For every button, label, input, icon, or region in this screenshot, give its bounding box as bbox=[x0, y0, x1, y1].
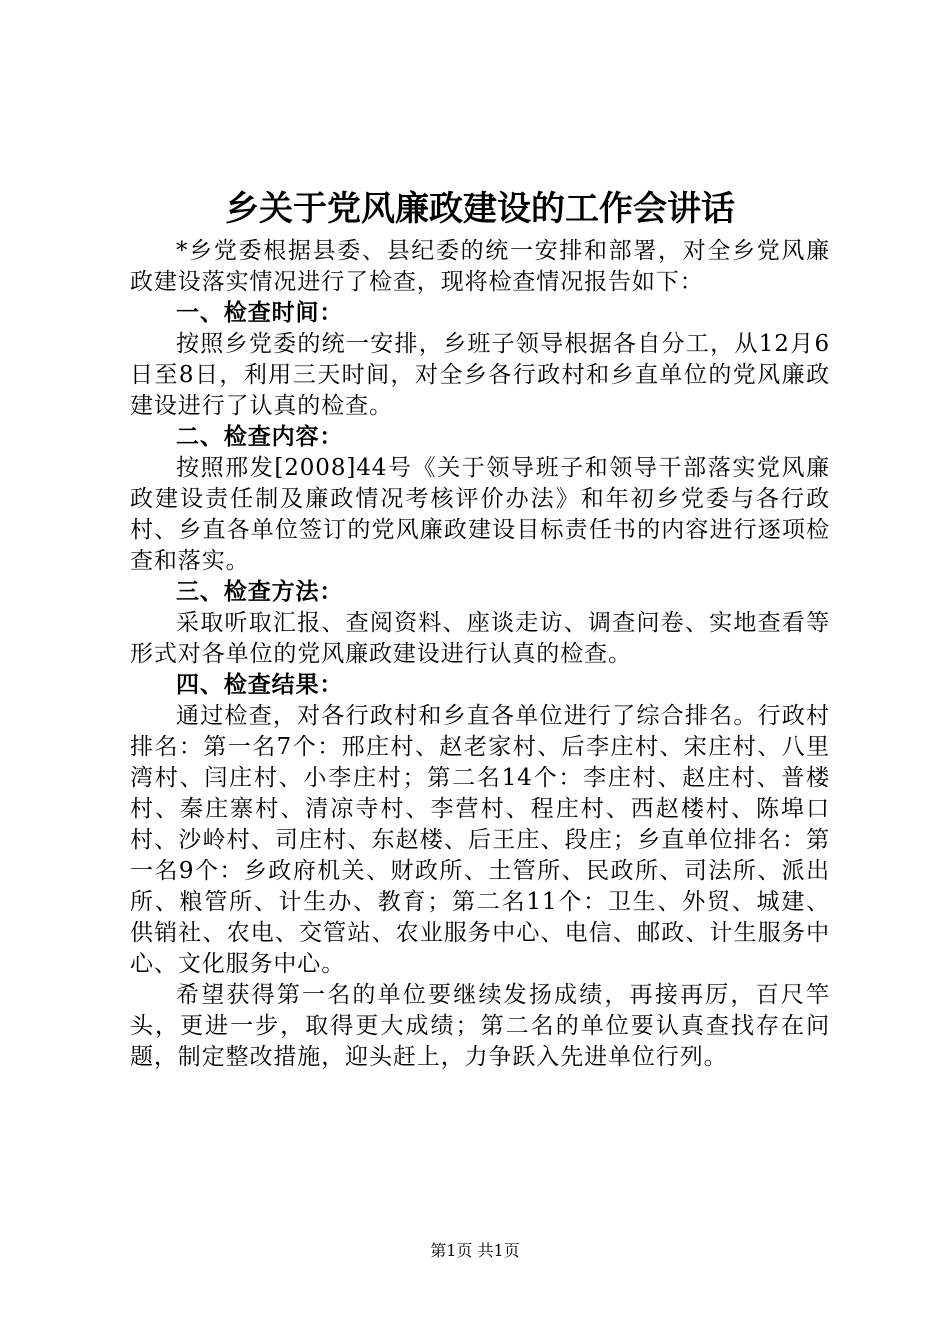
section-heading: 四、检查结果： bbox=[176, 672, 344, 698]
document-body bbox=[130, 236, 830, 1073]
section-heading: 二、检查内容： bbox=[176, 424, 344, 450]
section-paragraph: 按照乡党委的统一安排，乡班子领导根据各自分工，从12月6日至8日，利用三天时间，对全乡各行政村和乡直单位的党风廉政建设进行了认真的检查。 bbox=[130, 331, 830, 419]
closing-paragraph: 希望获得第一名的单位要继续发扬成绩，再接再厉，百尺竿头，更进一步，取得更大成绩；第二名的单位要认真查找存在问题，制定整改措施，迎头赶上，力争跃入先进单位行列。 bbox=[130, 982, 830, 1070]
document-title: 乡关于党风廉政建设的工作会讲话 bbox=[225, 189, 735, 229]
page-footer: 第1页 共1页 bbox=[430, 1241, 520, 1260]
section-heading: 一、检查时间： bbox=[176, 300, 344, 326]
intro-paragraph: *乡党委根据县委、县纪委的统一安排和部署，对全乡党风廉政建设落实情况进行了检查，现将检查情况报告如下： bbox=[130, 238, 830, 295]
section-heading: 三、检查方法： bbox=[176, 579, 344, 605]
section-paragraph: 按照邢发[2008]44号《关于领导班子和领导干部落实党风廉政建设责任制及廉政情况考核评价办法》和年初乡党委与各行政村、乡直各单位签订的党风廉政建设目标责任书的内容进行逐项检查和落实。 bbox=[130, 455, 830, 574]
section-paragraph: 采取听取汇报、查阅资料、座谈走访、调查问卷、实地查看等形式对各单位的党风廉政建设进行认真的检查。 bbox=[130, 610, 830, 667]
section-paragraph: 通过检查，对各行政村和乡直各单位进行了综合排名。行政村排名：第一名7个：邢庄村、赵老家村、后李庄村、宋庄村、八里湾村、闫庄村、小李庄村；第二名14个：李庄村、赵庄村、普楼村、秦庄寨村、清凉寺村、李营村、程庄村、西赵楼村、陈埠口村、沙岭村、司庄村、东赵楼、后王庄、段庄；乡直单位排名：第一名9个：乡政府机关、财政所、土管所、民政所、司法所、派出所、粮管所、计生办、教育；第二名11个：卫生、外贸、城建、供销社、农电、交管站、农业服务中心、电信、邮政、计生服务中心、文化服务中心。 bbox=[130, 703, 830, 977]
